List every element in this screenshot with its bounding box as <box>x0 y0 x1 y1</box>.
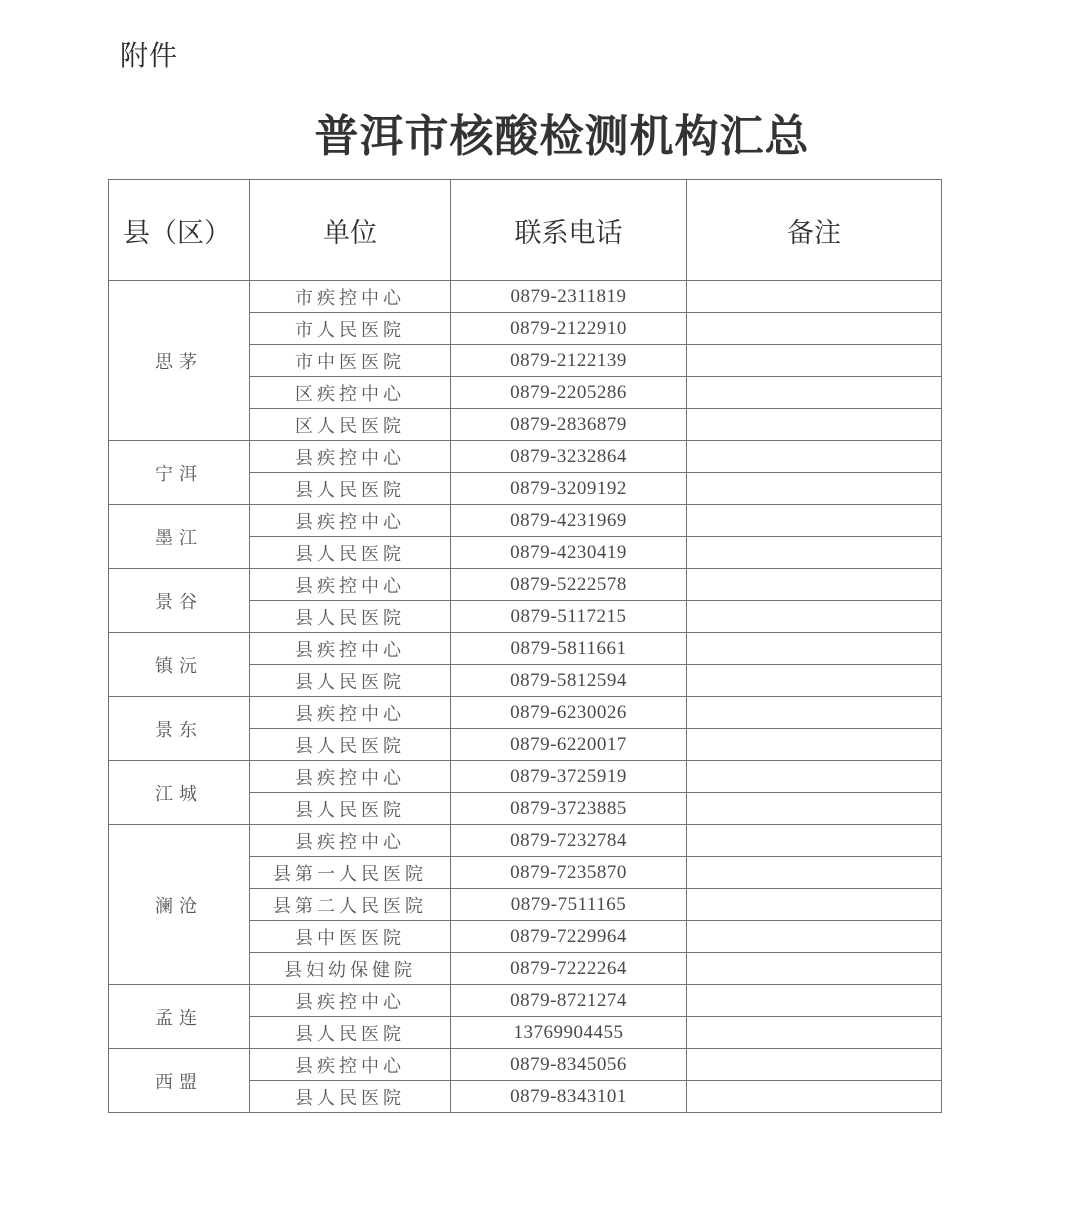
phone-cell: 0879-7511165 <box>451 889 687 921</box>
table-row <box>109 441 942 473</box>
remark-cell <box>687 537 942 569</box>
phone-cell: 0879-3723885 <box>451 793 687 825</box>
table-row <box>109 633 942 665</box>
phone-cell: 0879-5117215 <box>451 601 687 633</box>
document-title: 普洱市核酸检测机构汇总 <box>314 111 810 162</box>
unit-cell: 县中医医院 <box>250 921 451 953</box>
attachment-label: 附件 <box>120 39 179 72</box>
county-cell: 墨江 <box>109 505 250 569</box>
unit-cell: 县人民医院 <box>250 601 451 633</box>
unit-cell: 县人民医院 <box>250 473 451 505</box>
county-cell: 西盟 <box>109 1049 250 1113</box>
table-row <box>109 505 942 537</box>
unit-cell: 市人民医院 <box>250 313 451 345</box>
unit-cell: 县人民医院 <box>250 1081 451 1113</box>
unit-cell: 县人民医院 <box>250 665 451 697</box>
remark-cell <box>687 889 942 921</box>
phone-cell: 0879-2205286 <box>451 377 687 409</box>
phone-cell: 0879-6220017 <box>451 729 687 761</box>
unit-cell: 县妇幼保健院 <box>250 953 451 985</box>
remark-cell <box>687 569 942 601</box>
remark-cell <box>687 697 942 729</box>
phone-cell: 0879-5222578 <box>451 569 687 601</box>
remark-cell <box>687 953 942 985</box>
remark-cell <box>687 825 942 857</box>
phone-cell: 0879-7229964 <box>451 921 687 953</box>
remark-cell <box>687 1049 942 1081</box>
county-cell: 景东 <box>109 697 250 761</box>
unit-cell: 县人民医院 <box>250 729 451 761</box>
table-row <box>109 569 942 601</box>
table-body <box>109 281 942 1113</box>
remark-cell <box>687 633 942 665</box>
phone-cell: 0879-7232784 <box>451 825 687 857</box>
phone-cell: 0879-2122139 <box>451 345 687 377</box>
phone-cell: 0879-5811661 <box>451 633 687 665</box>
phone-cell: 0879-8721274 <box>451 985 687 1017</box>
unit-cell: 县第二人民医院 <box>250 889 451 921</box>
phone-cell: 13769904455 <box>451 1017 687 1049</box>
remark-cell <box>687 313 942 345</box>
remark-cell <box>687 345 942 377</box>
table-row <box>109 985 942 1017</box>
remark-cell <box>687 409 942 441</box>
unit-cell: 市疾控中心 <box>250 281 451 313</box>
phone-cell: 0879-2836879 <box>451 409 687 441</box>
table-header-row <box>109 180 942 281</box>
phone-cell: 0879-8345056 <box>451 1049 687 1081</box>
phone-cell: 0879-8343101 <box>451 1081 687 1113</box>
header-county: 县（区） <box>109 180 250 281</box>
phone-cell: 0879-5812594 <box>451 665 687 697</box>
remark-cell <box>687 761 942 793</box>
unit-cell: 县疾控中心 <box>250 505 451 537</box>
unit-cell: 县疾控中心 <box>250 633 451 665</box>
unit-cell: 区人民医院 <box>250 409 451 441</box>
header-unit: 单位 <box>250 180 451 281</box>
testing-institutions-table <box>108 179 942 1113</box>
unit-cell: 县第一人民医院 <box>250 857 451 889</box>
phone-cell: 0879-3725919 <box>451 761 687 793</box>
remark-cell <box>687 665 942 697</box>
remark-cell <box>687 985 942 1017</box>
county-cell: 澜沧 <box>109 825 250 985</box>
remark-cell <box>687 793 942 825</box>
county-cell: 景谷 <box>109 569 250 633</box>
unit-cell: 县疾控中心 <box>250 697 451 729</box>
phone-cell: 0879-6230026 <box>451 697 687 729</box>
remark-cell <box>687 921 942 953</box>
remark-cell <box>687 601 942 633</box>
phone-cell: 0879-4230419 <box>451 537 687 569</box>
phone-cell: 0879-2311819 <box>451 281 687 313</box>
remark-cell <box>687 441 942 473</box>
unit-cell: 县人民医院 <box>250 1017 451 1049</box>
unit-cell: 县疾控中心 <box>250 985 451 1017</box>
unit-cell: 县疾控中心 <box>250 569 451 601</box>
table-row <box>109 825 942 857</box>
county-cell: 宁洱 <box>109 441 250 505</box>
unit-cell: 县疾控中心 <box>250 761 451 793</box>
unit-cell: 县疾控中心 <box>250 825 451 857</box>
phone-cell: 0879-7235870 <box>451 857 687 889</box>
phone-cell: 0879-2122910 <box>451 313 687 345</box>
phone-cell: 0879-3232864 <box>451 441 687 473</box>
header-remark: 备注 <box>687 180 942 281</box>
table-row <box>109 1049 942 1081</box>
phone-cell: 0879-4231969 <box>451 505 687 537</box>
unit-cell: 县人民医院 <box>250 537 451 569</box>
unit-cell: 县人民医院 <box>250 793 451 825</box>
remark-cell <box>687 473 942 505</box>
remark-cell <box>687 1081 942 1113</box>
county-cell: 孟连 <box>109 985 250 1049</box>
county-cell: 江城 <box>109 761 250 825</box>
phone-cell: 0879-3209192 <box>451 473 687 505</box>
table-row <box>109 697 942 729</box>
unit-cell: 市中医医院 <box>250 345 451 377</box>
county-cell: 镇沅 <box>109 633 250 697</box>
phone-cell: 0879-7222264 <box>451 953 687 985</box>
remark-cell <box>687 1017 942 1049</box>
header-phone: 联系电话 <box>451 180 687 281</box>
unit-cell: 县疾控中心 <box>250 1049 451 1081</box>
remark-cell <box>687 505 942 537</box>
unit-cell: 区疾控中心 <box>250 377 451 409</box>
remark-cell <box>687 857 942 889</box>
remark-cell <box>687 377 942 409</box>
remark-cell <box>687 281 942 313</box>
remark-cell <box>687 729 942 761</box>
table-row <box>109 761 942 793</box>
unit-cell: 县疾控中心 <box>250 441 451 473</box>
table-row <box>109 281 942 313</box>
county-cell: 思茅 <box>109 281 250 441</box>
